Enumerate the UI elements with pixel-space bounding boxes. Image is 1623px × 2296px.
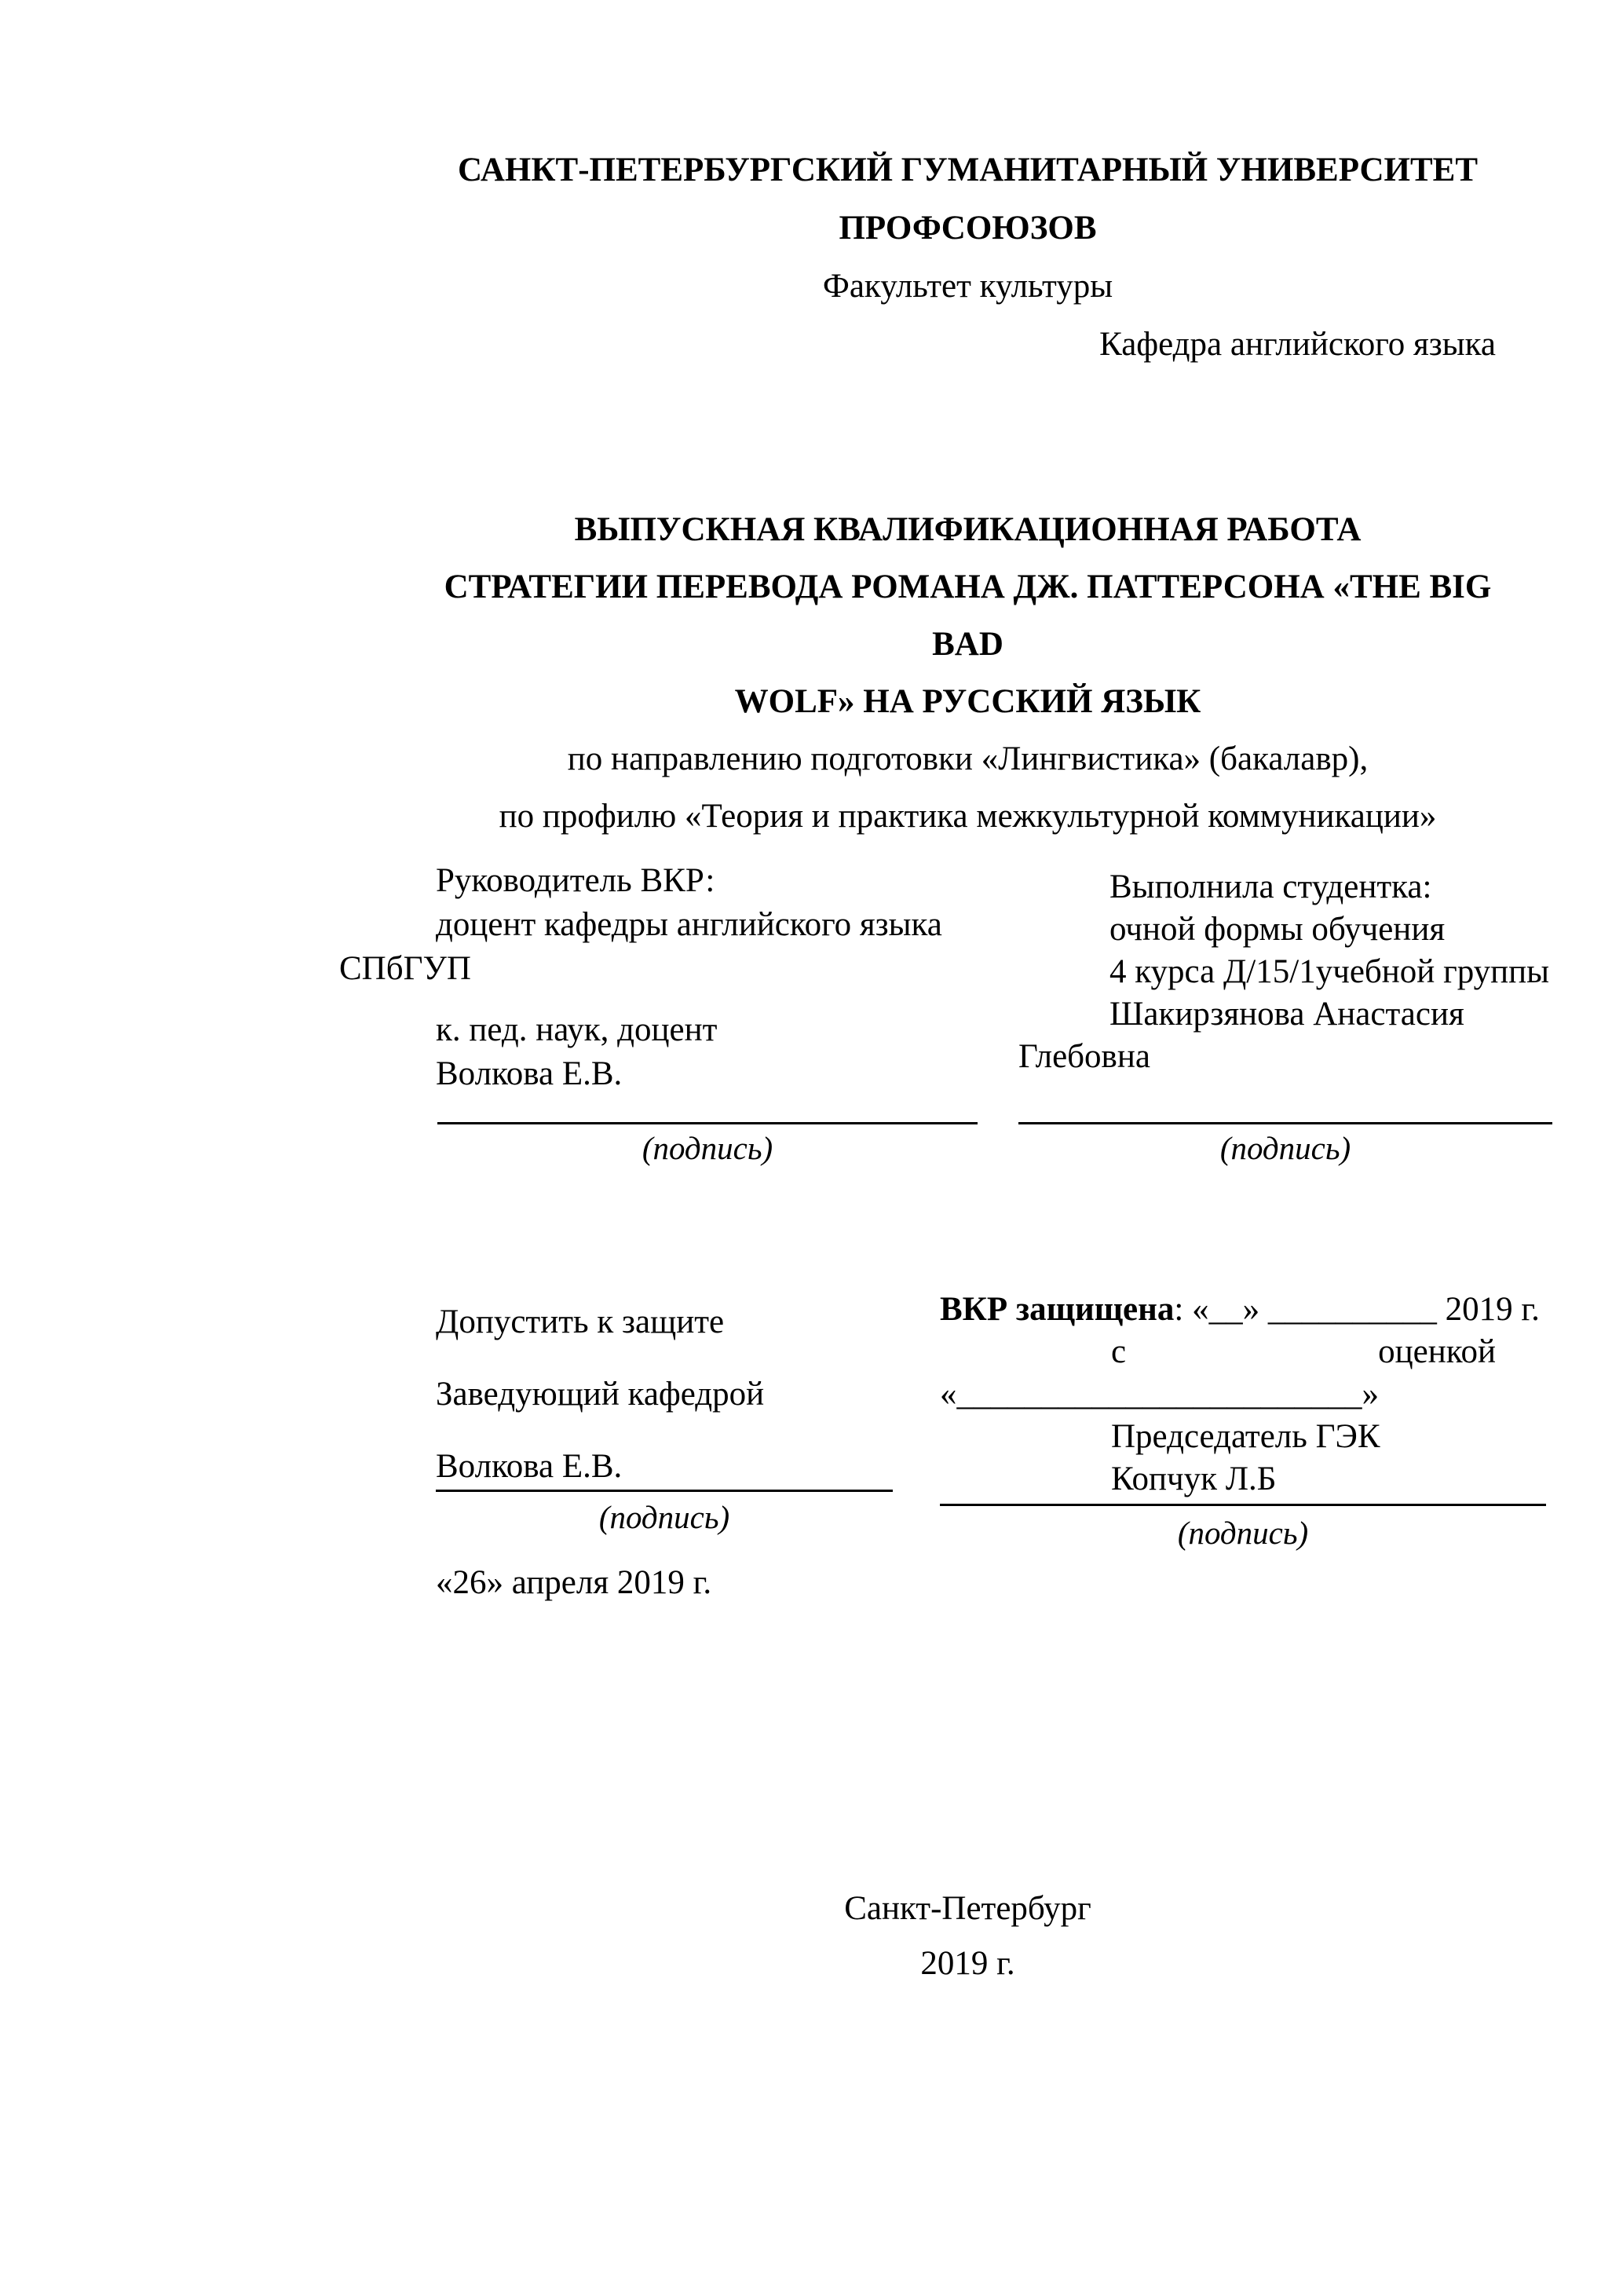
defense-signature bbox=[940, 1486, 1546, 1552]
defense-status-label: ВКР защищена bbox=[940, 1291, 1175, 1328]
student-signature-caption: (подпись) bbox=[1219, 1130, 1351, 1166]
footer-block bbox=[440, 1881, 1496, 1991]
student-signature-line bbox=[1018, 1101, 1552, 1124]
student-study-form: очной формы обучения bbox=[1109, 911, 1446, 948]
defense-status-rest: : «__» __________ 2019 г. bbox=[1174, 1291, 1540, 1328]
thesis-title-line1: СТРАТЕГИИ ПЕРЕВОДА РОМАНА ДЖ. ПАТТЕРСОНА «THE BIG BAD bbox=[444, 569, 1492, 663]
student-role: Выполнила студентка: bbox=[1109, 868, 1432, 905]
student-signature bbox=[1018, 1101, 1552, 1167]
admission-signature-caption: (подпись) bbox=[598, 1499, 730, 1535]
supervisor-signature-caption: (подпись) bbox=[642, 1130, 773, 1166]
university-name-line1: САНКТ-ПЕТЕРБУРГСКИЙ ГУМАНИТАРНЫЙ УНИВЕРСИТЕТ bbox=[457, 152, 1479, 188]
department-name: Кафедра английского языка bbox=[1099, 326, 1496, 363]
defense-grade-row bbox=[1111, 1331, 1496, 1373]
supervisor-block bbox=[339, 859, 1014, 1096]
supervisor-role: Руководитель ВКР: bbox=[436, 862, 715, 899]
profile-line: по профилю «Теория и практика межкультурной коммуникации» bbox=[499, 798, 1437, 835]
defense-signature-line bbox=[940, 1486, 1546, 1506]
admission-date: «26» апреля 2019 г. bbox=[436, 1564, 712, 1601]
admission-name: Волкова Е.В. bbox=[436, 1448, 623, 1485]
university-header bbox=[440, 141, 1496, 374]
student-group: 4 курса Д/15/1учебной группы bbox=[1109, 953, 1550, 990]
supervisor-name: Волкова Е.В. bbox=[436, 1055, 623, 1092]
defense-with-word: с bbox=[1111, 1333, 1127, 1370]
defense-block bbox=[940, 1289, 1546, 1501]
faculty-name: Факультет культуры bbox=[822, 268, 1113, 305]
supervisor-position-line1: доцент кафедры английского языка bbox=[436, 906, 942, 943]
spacer bbox=[339, 991, 1014, 1008]
defense-grade-blank: «________________________» bbox=[940, 1376, 1379, 1413]
university-name-line2: ПРОФСОЮЗОВ bbox=[839, 210, 1097, 247]
supervisor-signature-line bbox=[437, 1101, 978, 1124]
supervisor-position-line2: СПбГУП bbox=[339, 950, 471, 987]
admission-signature-line bbox=[436, 1470, 893, 1492]
thesis-title-line2: WOLF» НА РУССКИЙ ЯЗЫК bbox=[734, 683, 1201, 720]
supervisor-degree: к. пед. наук, доцент bbox=[436, 1011, 718, 1048]
chairman-title: Председатель ГЭК bbox=[1111, 1418, 1380, 1455]
student-name-line1: Шакирзянова Анастасия bbox=[1109, 996, 1464, 1033]
thesis-title-block bbox=[440, 501, 1496, 845]
chairman-name: Копчук Л.Б bbox=[1111, 1461, 1277, 1497]
supervisor-signature bbox=[437, 1101, 978, 1167]
admission-line2: Заведующий кафедрой bbox=[436, 1376, 765, 1413]
student-name-line2: Глебовна bbox=[1018, 1038, 1150, 1075]
footer-year: 2019 г. bbox=[920, 1945, 1015, 1982]
defense-signature-caption: (подпись) bbox=[1177, 1515, 1309, 1551]
defense-status-line bbox=[940, 1289, 1546, 1331]
student-block bbox=[1018, 866, 1568, 1078]
admission-line1: Допустить к защите bbox=[436, 1303, 725, 1340]
defense-grade-word: оценкой bbox=[1378, 1333, 1496, 1370]
footer-city: Санкт-Петербург bbox=[844, 1890, 1091, 1927]
program-line: по направлению подготовки «Лингвистика» (бакалавр), bbox=[567, 740, 1369, 777]
work-type: ВЫПУСКНАЯ КВАЛИФИКАЦИОННАЯ РАБОТА bbox=[574, 511, 1362, 548]
admission-signature bbox=[436, 1470, 893, 1536]
